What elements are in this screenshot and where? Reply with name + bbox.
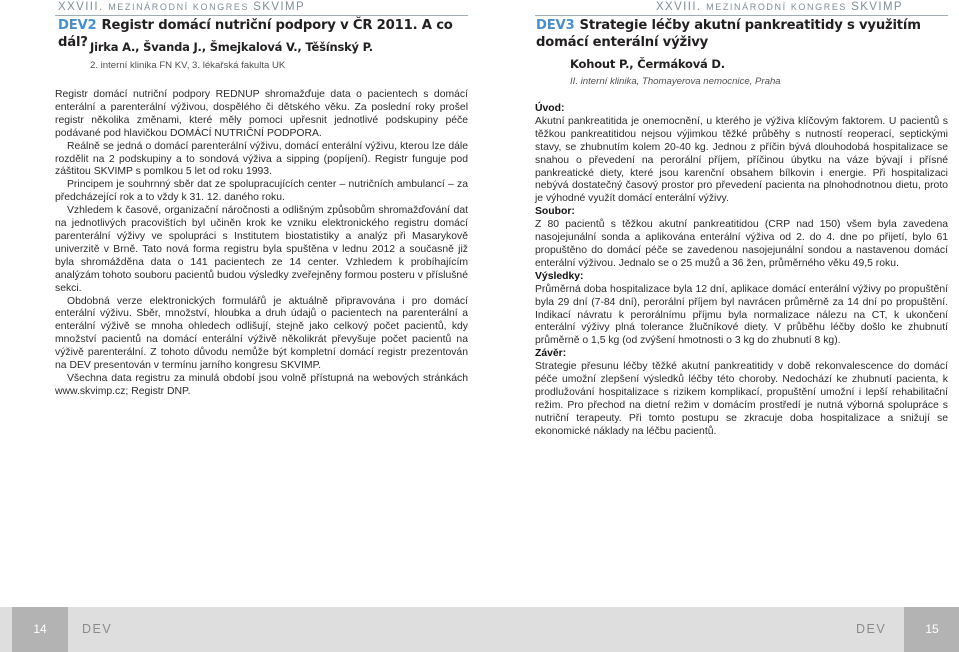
- section-heading-cohort: Soubor:: [535, 206, 575, 218]
- paragraph: Všechna data registru za minulá období jsou volně přístupná na webových stránkách www.skvimp.cz; Registr DNP.: [55, 372, 468, 397]
- authors: Kohout P., Čermáková D.: [570, 57, 725, 71]
- affiliation: II. interní klinika, Thomayerova nemocnice, Praha: [570, 76, 781, 87]
- running-head: [58, 0, 305, 14]
- authors: Jirka A., Švanda J., Šmejkalová V., Těšínský P.: [90, 40, 373, 54]
- page-number-right: 15: [904, 607, 959, 652]
- footer-label-left: DEV: [82, 622, 113, 636]
- footer-label-right: DEV: [856, 622, 887, 636]
- section-text-conclusion: Strategie přesunu léčby těžké akutní pankreatitidy v době rekonvalescence do domácí péče umožní zlepšení výsledků léčby této choroby. Nedochází ke zhubnutí pacienta, k prodlužování hospitalizace s rizikem komplikací, propuštění umožní i lepší rehabilitační režim. Pro přechod na dietní režim v domácím prostředí je nutná výborná spolupráce s nutriční terapeuty. Při tomto postupu se zkracuje doba hospitalizace a snižují se ekonomické náklady na léčbu pacientů.: [535, 361, 948, 437]
- running-head-small-caps: MEZINÁRODNÍ KONGRES: [108, 2, 254, 12]
- section-text-intro: Akutní pankreatitida je onemocnění, u kterého je výživa klíčovým faktorem. U pacientů s těžkou pankreatitidou nejsou výjimkou těžké průběhy s nutností reoperací, septickými stavy, se zhubnutím kolem 20-40 kg. Jednou z příčin bývá dlouhodobá hospitalizace se snahou o převedení na perorální příjem, příčinou úbytku na váze bývají i přísné pankreatické diety, které jsou karenční obsahem bílkovin i energie. Při hospitalizaci nebývá dostatečný časový prostor pro převedení pacienta na plnohodnotnou dietu, proto je výhodné využít domácí enterální výživy.: [535, 115, 948, 205]
- abstract-code: DEV2: [58, 18, 97, 33]
- running-head: [656, 0, 903, 14]
- abstract-title: [536, 17, 948, 51]
- abstract-body: [55, 89, 468, 399]
- section-heading-conclusion: Závěr:: [535, 348, 567, 360]
- header-rule: [535, 15, 948, 16]
- paragraph: Principem je souhrnný sběr dat ze spolupracujících center – nutričních ambulancí – za předcházející rok a to vždy k 31. 12. daného roku.: [55, 179, 468, 204]
- section-text-results: Průměrná doba hospitalizace byla 12 dní, aplikace domácí enterální výživy po propuštění byla 29 dní (7-84 dní), perorální příjem byl navrácen průměrně za 14 dní po propuštění. Indikací návratu k perorálnímu příjmu byla normalizace nálezu na CT, k ukončení enterální výživy plná tolerance žlučníkové diety. V průběhu léčby došlo ke zhubnutí průměrně o 1,5 kg (od zvýšení hmotnosti o 3 kg do zhubnutí 8 kg).: [535, 283, 948, 347]
- affiliation: 2. interní klinika FN KV, 3. lékařská fakulta UK: [90, 60, 286, 71]
- left-page: [0, 0, 479, 607]
- header-rule: [55, 15, 468, 16]
- abstract-code: DEV3: [536, 18, 575, 33]
- running-head-prefix: XXVIII.: [58, 1, 109, 13]
- section-heading-intro: Úvod:: [535, 103, 565, 114]
- abstract-title-text: Registr domácí nutriční podpory v ČR 2011. A co dál?: [58, 18, 453, 50]
- section-text-cohort: Z 80 pacientů s těžkou akutní pankreatitidou (CRP nad 150) všem byla zavedena nasojejunální sonda a aplikována enterální výživa od 2. do 4. dne po přijetí, bylo 61 propuštěno do domácí péče se zavedenou nasojejunální sondou a nastavenou domácí enterální výživou. Jednalo se o 25 mužů a 36 žen, průměrného věku 49,5 roku.: [535, 219, 948, 269]
- running-head-suffix: SKVIMP: [253, 1, 306, 13]
- running-head-small-caps: MEZINÁRODNÍ KONGRES: [706, 2, 852, 12]
- page-number-left: 14: [12, 607, 68, 652]
- abstract-body: [535, 103, 948, 439]
- running-head-suffix: SKVIMP: [851, 1, 903, 13]
- footer-band: [0, 607, 959, 652]
- right-page: [480, 0, 959, 607]
- paragraph: Reálně se jedná o domácí parenterální výživu, domácí enterální výživu, kterou lze dále rozdělit na 2 podskupiny a to sondová výživa a sipping (popíjení). Registr funguje pod záštitou SKVIMP s pomlkou 5 let od roku 1993.: [55, 140, 468, 178]
- paragraph: Vzhledem k časové, organizační náročnosti a odlišným způsobům shromažďování dat na jednotlivých pracovištích byl učiněn krok ke vzniku elektronického registru domácí parenterální výživy ve spolupráci s Institutem biostatistiky a analýz při Masarykově univerzitě v Brně. Tato nová forma registru byla spuštěna v lednu 2012 a současně již byla shromážděna data o 141 pacientech ze 14 center. Vzhledem k probíhajícím analýzám tohoto souboru pacientů budou výsledky zveřejněny formou posteru v příslušné sekci.: [55, 205, 468, 294]
- paragraph: Registr domácí nutriční podpory REDNUP shromažďuje data o pacientech s domácí enterální a parenterální výživou, dospělého či dětského věku. Za poslední roky prošel registr několika změnami, které měly pomoci upřesnit jednotlivé podskupiny péče podávané pod hlavičkou DOMÁCÍ NUTRIČNÍ PODPORA.: [55, 89, 468, 139]
- running-head-prefix: XXVIII.: [655, 1, 707, 13]
- section-heading-results: Výsledky:: [535, 270, 584, 282]
- abstract-title-text: Strategie léčby akutní pankreatitidy s využitím domácí enterální výživy: [536, 18, 921, 50]
- paragraph: Obdobná verze elektronických formulářů je aktuálně připravována i pro domácí enterální výživu. Sběr, množství, hloubka a druh údajů o pacientech na parenterální a enterální výživě se mnoha ohledech odlišují, stejně jako celkový počet pacientů, kdy množství pacientů na domácí enterální výživě několikrát převyšuje počet pacientů na výživě parenterální. Z tohoto důvodu nemůže být kompletní domácí registr prezentován na DEV presentován v termínu jarního kongresu SKVIMP.: [55, 295, 468, 372]
